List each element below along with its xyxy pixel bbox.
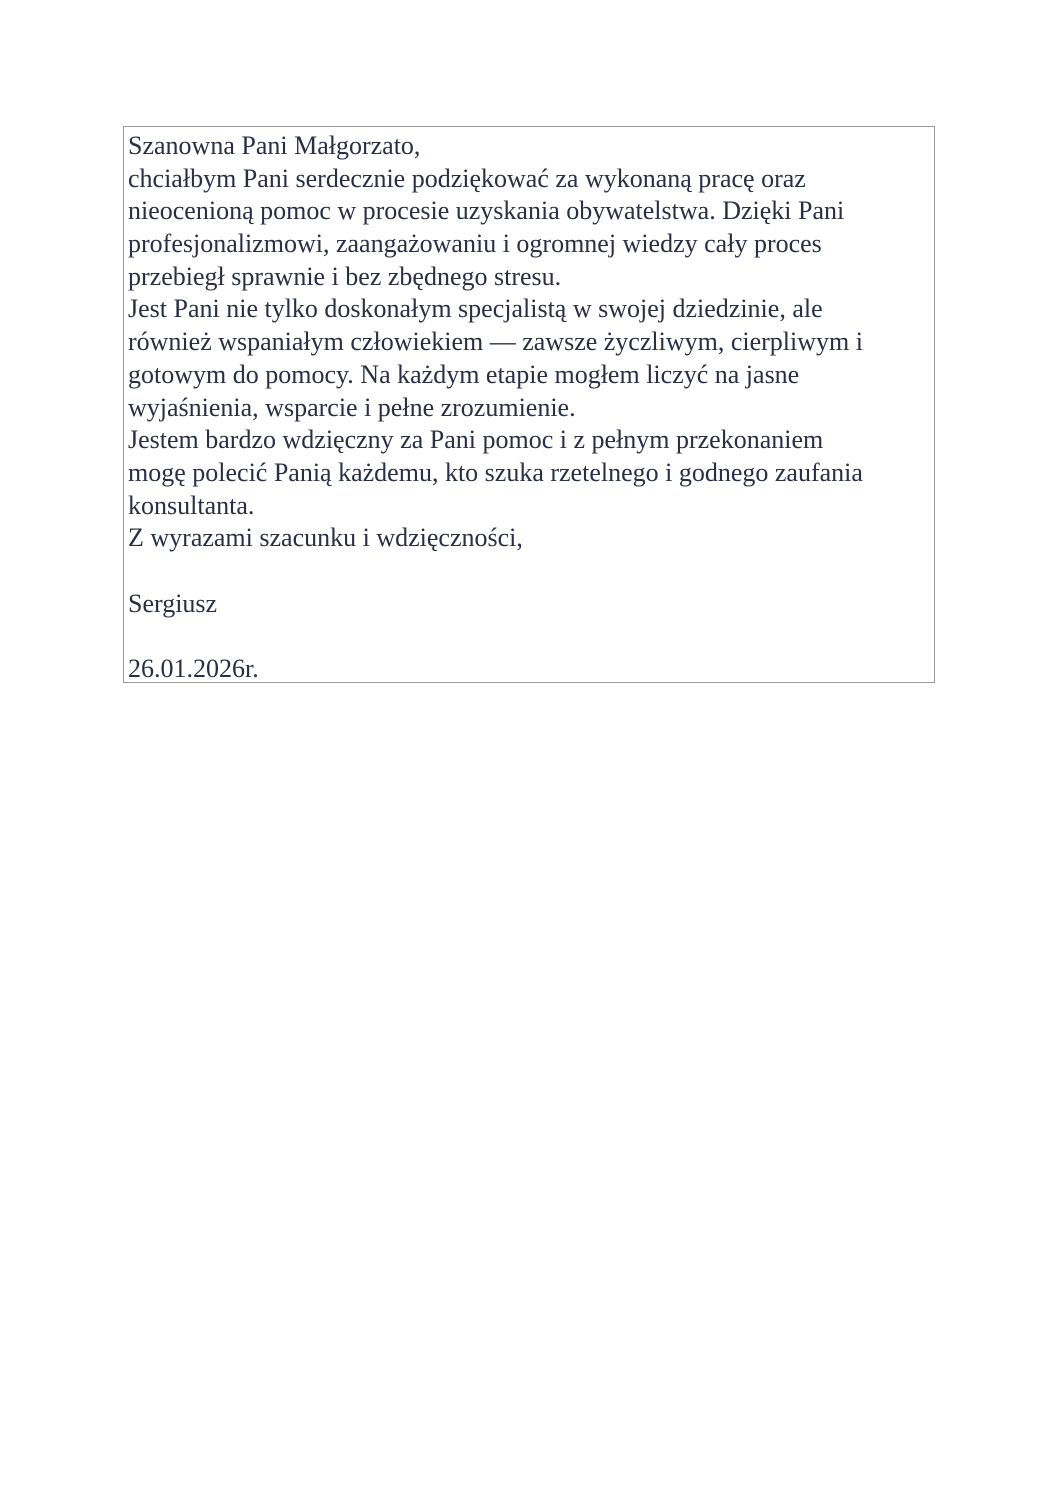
paragraph-recommendation: [128, 424, 930, 522]
paragraph-praise: [128, 293, 930, 424]
paragraph-line: również wspaniałym człowiekiem — zawsze życzliwym, cierpliwym i: [128, 327, 863, 357]
paragraph-line: przebiegł sprawnie i bez zbędnego stresu.: [128, 261, 562, 291]
paragraph-line: gotowym do pomocy. Na każdym etapie mogłem liczyć na jasne: [128, 359, 800, 389]
paragraph-line: Jest Pani nie tylko doskonałym specjalistą w swojej dziedzinie, ale: [128, 294, 823, 324]
paragraph-line: wyjaśnienia, wsparcie i pełne zrozumienie.: [128, 392, 576, 422]
paragraph-line: profesjonalizmowi, zaangażowaniu i ogromnej wiedzy cały proces: [128, 229, 822, 259]
closing: Z wyrazami szacunku i wdzięczności,: [128, 523, 523, 553]
date: 26.01.2026r.: [128, 654, 259, 683]
spacer: [128, 620, 930, 653]
paragraph-line: Jestem bardzo wdzięczny za Pani pomoc i z pełnym przekonaniem: [128, 425, 824, 455]
letter-box: [123, 126, 935, 683]
salutation: Szanowna Pani Małgorzato,: [128, 131, 421, 160]
paragraph-gratitude: [128, 163, 930, 294]
spacer: [128, 555, 930, 588]
paragraph-line: konsultanta.: [128, 490, 255, 520]
paragraph-line: nieocenioną pomoc w procesie uzyskania obywatelstwa. Dzięki Pani: [128, 196, 845, 226]
paragraph-line: chciałbym Pani serdecznie podziękować za wykonaną pracę oraz: [128, 163, 806, 193]
paragraph-line: mogę polecić Panią każdemu, kto szuka rzetelnego i godnego zaufania: [128, 457, 863, 487]
signature: Sergiusz: [128, 588, 218, 618]
